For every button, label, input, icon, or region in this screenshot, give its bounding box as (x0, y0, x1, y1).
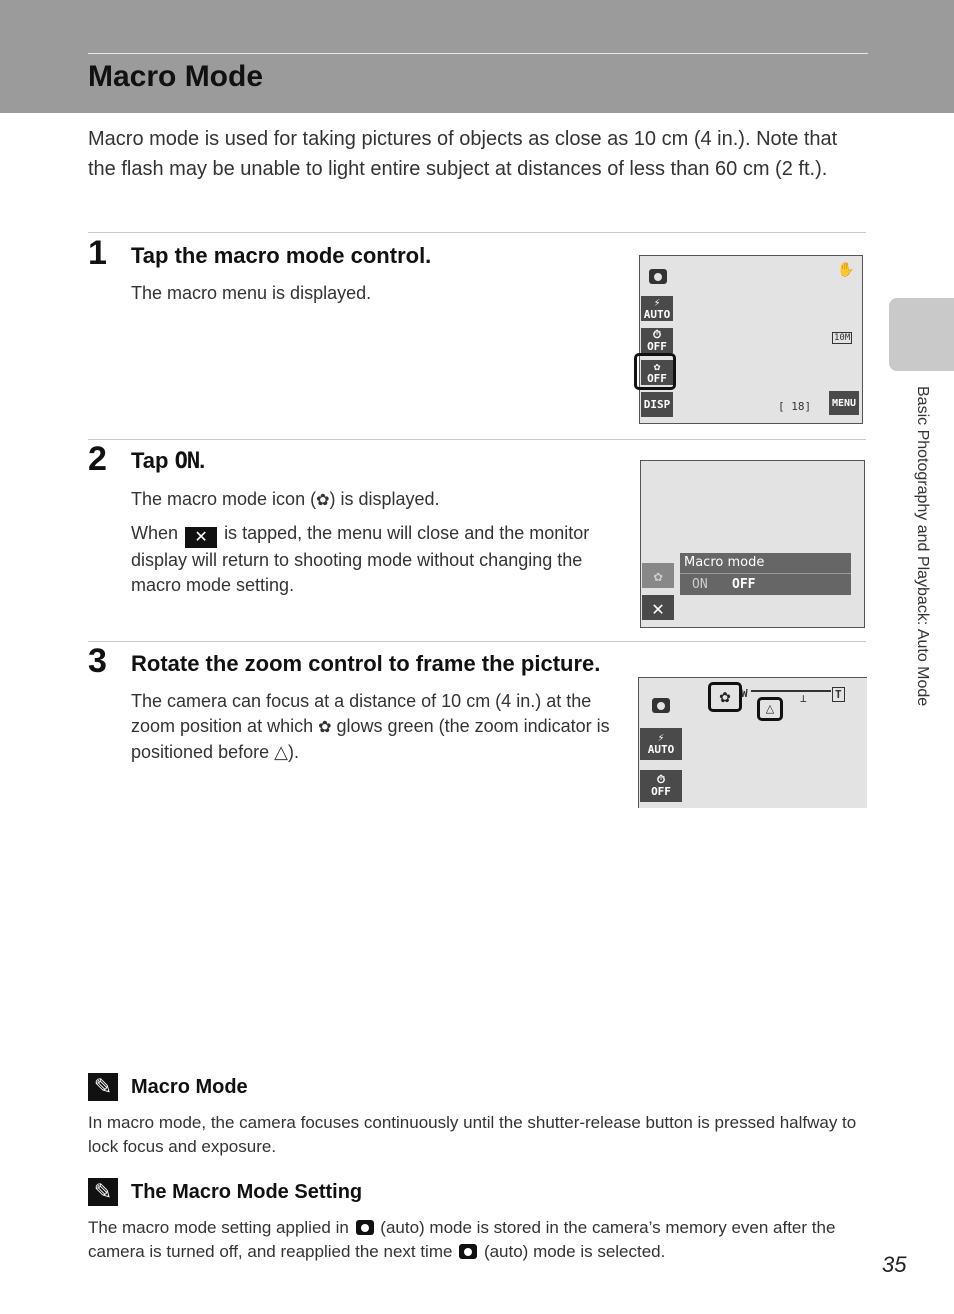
macro-mode-panel (680, 553, 851, 595)
self-timer-off-icon: ⏱ OFF (640, 770, 682, 802)
note-body: In macro mode, the camera focuses continuously until the shutter-release button is pressed halfway to lock focus and exposure. (88, 1113, 857, 1156)
macro-selection-highlight (634, 353, 676, 390)
note-title: The Macro Mode Setting (131, 1181, 363, 1203)
zoom-tele-label: T (832, 687, 845, 702)
self-timer-off-icon[interactable]: ⏱ OFF (641, 328, 673, 353)
vibration-reduction-icon: ✋ (837, 262, 855, 278)
page-number: 35 (882, 1252, 907, 1277)
step-body: The macro menu is displayed. (131, 283, 372, 303)
pencil-note-icon: ✎ (88, 1073, 118, 1101)
step-title: Tap the macro mode control. (131, 243, 432, 268)
step-title: Rotate the zoom control to frame the picture. (131, 651, 601, 676)
pencil-note-icon: ✎ (88, 1178, 118, 1206)
macro-panel-title: Macro mode (684, 555, 765, 570)
header-band (0, 0, 954, 113)
close-focus-mark-icon: △ (274, 742, 288, 762)
camera-screen-macro-menu (640, 460, 865, 628)
close-x-icon: ✕ (185, 527, 217, 548)
header-rule (88, 53, 868, 54)
camera-screen-shooting (639, 255, 863, 424)
macro-option-on[interactable]: ON (692, 577, 708, 592)
zoom-indicator-bar (751, 690, 831, 692)
close-x-icon[interactable]: ✕ (642, 595, 674, 620)
zoom-wide-label: W (741, 687, 748, 700)
step-number: 1 (88, 234, 107, 272)
camera-icon (459, 1244, 477, 1259)
step-divider (88, 641, 866, 642)
step-body: The camera can focus at a distance of 10 cm (4 in.) at the zoom position at which ✿ glows green (the zoom indicator is positioned before △). (131, 691, 610, 762)
macro-option-off[interactable]: OFF (732, 577, 756, 592)
macro-flower-icon: ✿ (318, 719, 332, 736)
flash-auto-icon: ⚡ AUTO (640, 728, 682, 760)
flash-auto-icon[interactable]: ⚡ AUTO (641, 296, 673, 321)
image-size-indicator: 10M (834, 333, 851, 343)
zoom-tick-mark: ⊥ (800, 692, 807, 705)
note-body: The macro mode setting applied in (auto) mode is stored in the camera’s memory even after the camera is turned off, and reapplied the next time (auto) mode is selected. (88, 1218, 836, 1261)
disp-button[interactable]: DISP (641, 392, 673, 417)
camera-icon (356, 1220, 374, 1235)
macro-flower-icon: ✿ (708, 682, 742, 712)
on-option-glyph: ON (174, 449, 200, 474)
macro-flower-icon: ✿ (316, 492, 330, 509)
macro-off-icon[interactable]: ✿ OFF (641, 360, 673, 385)
close-focus-mark-icon: △ (757, 697, 783, 721)
page-title: Macro Mode (88, 60, 264, 93)
menu-button[interactable]: MENU (829, 391, 859, 415)
camera-screen-zoom (638, 677, 867, 808)
section-tab-label: Basic Photography and Playback: Auto Mode (914, 386, 931, 707)
step-divider (88, 439, 866, 440)
step-body: The macro mode icon (✿) is displayed. (131, 487, 611, 513)
intro-paragraph: Macro mode is used for taking pictures of objects as close as 10 cm (4 in.). Note that the flash may be unable to light entire subject at distances of less than 60 cm (2 ft.). (88, 128, 838, 180)
step-number: 2 (88, 440, 107, 478)
section-tab (889, 298, 954, 371)
camera-icon (645, 693, 677, 718)
step-body: When ✕ is tapped, the menu will close and the monitor display will return to shooting mode without changing the macro mode setting. (131, 523, 590, 595)
step-divider (88, 232, 866, 233)
macro-panel-divider (680, 573, 851, 574)
step-number: 3 (88, 642, 107, 680)
macro-flower-icon: ✿ (642, 563, 674, 588)
exposure-count: [ 18] (778, 400, 812, 413)
step-title: Tap ON. (131, 448, 206, 474)
camera-icon (642, 264, 674, 289)
note-title: Macro Mode (131, 1076, 248, 1098)
